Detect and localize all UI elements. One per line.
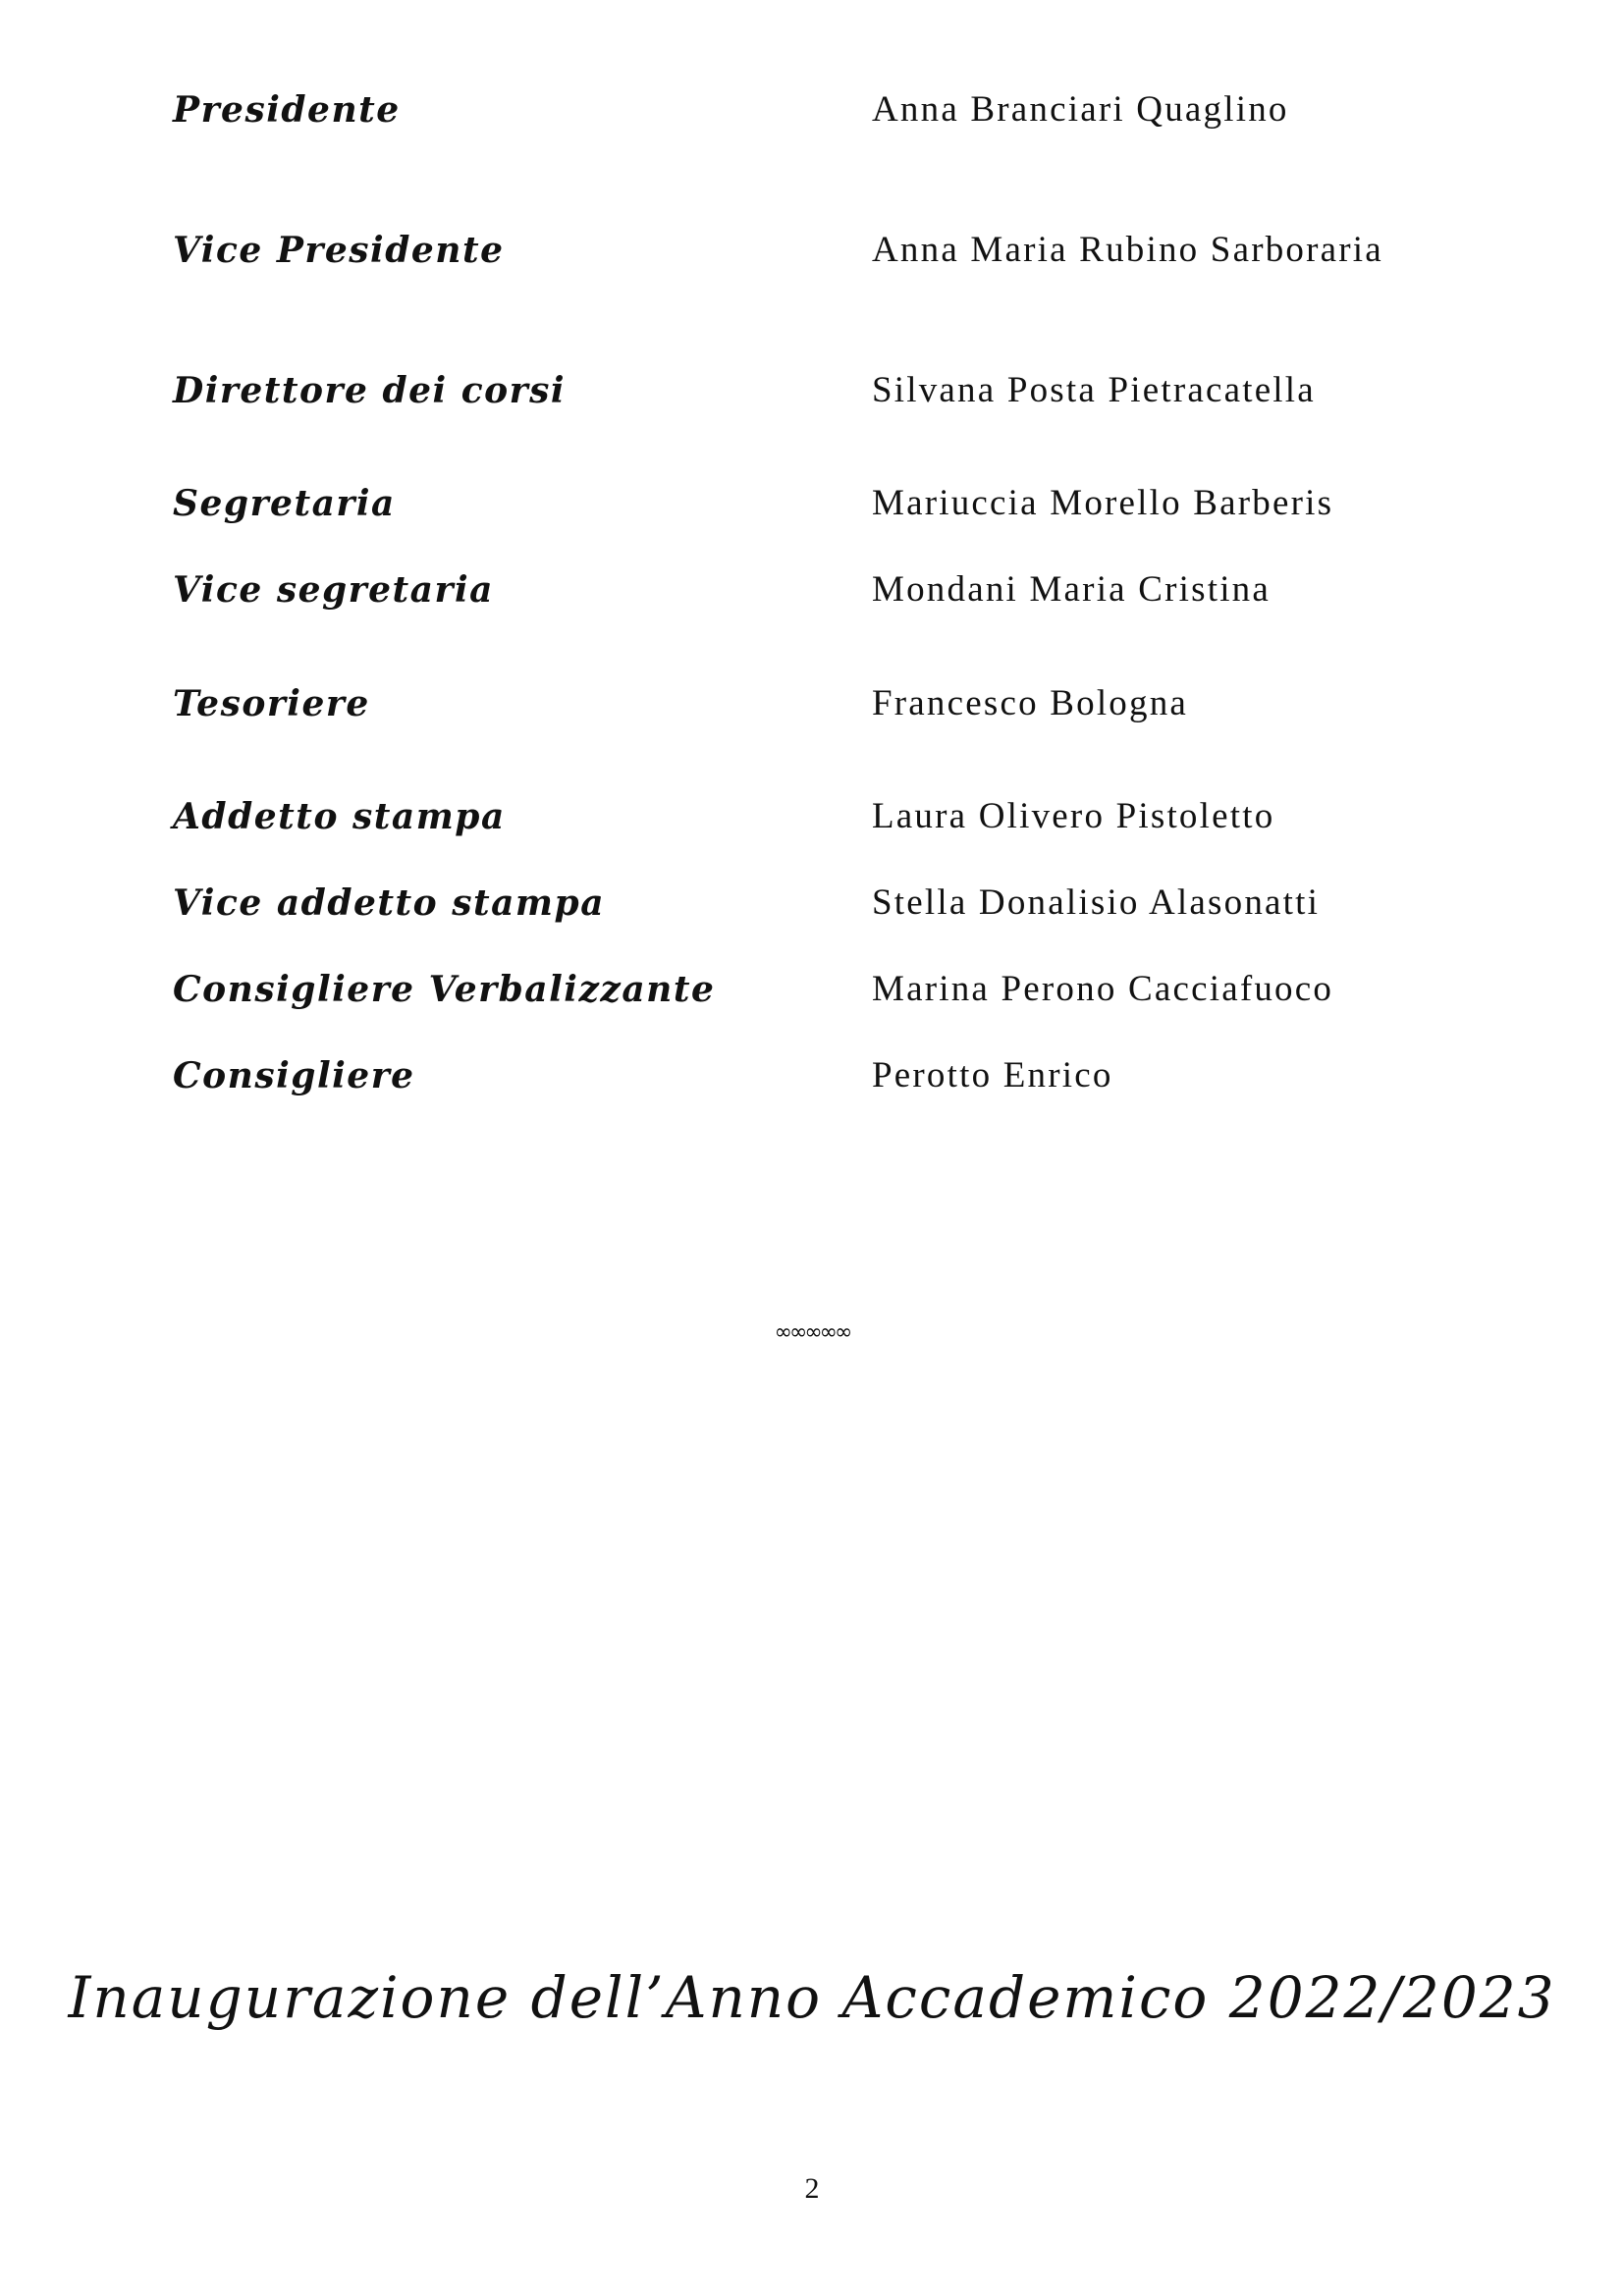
person-name: Perotto Enrico [872,1055,1113,1095]
officer-row-presidente [0,80,1624,139]
role-label: Consigliere Verbalizzante [173,969,716,1010]
person-name: Mariuccia Morello Barberis [872,483,1334,523]
person-name: Marina Perono Cacciafuoco [872,969,1334,1009]
person-name: Mondani Maria Cristina [872,569,1272,610]
person-name: Laura Olivero Pistoletto [872,796,1275,836]
section-divider-ornament: ∞∞∞∞∞ [774,1320,850,1345]
person-name: Anna Branciari Quaglino [872,89,1289,130]
role-label: Vice segretaria [173,569,494,611]
officer-row-addetto-stampa [0,787,1624,846]
person-name: Francesco Bologna [872,683,1189,723]
role-label: Consigliere [173,1055,415,1096]
role-label: Vice Presidente [173,230,505,271]
role-label: Vice addetto stampa [173,882,606,924]
footer-title: Inaugurazione dell’Anno Accademico 2022/2023 [68,1964,1556,2031]
person-name: Silvana Posta Pietracatella [872,370,1316,410]
page-number: 2 [804,2172,820,2205]
role-label: Presidente [173,89,401,131]
role-label: Tesoriere [173,683,370,724]
person-name: Anna Maria Rubino Sarboraria [872,230,1383,270]
officer-row-consigliere [0,1046,1624,1105]
officer-row-vice-presidente [0,221,1624,280]
person-name: Stella Donalisio Alasonatti [872,882,1321,923]
officer-row-direttore-dei-corsi [0,361,1624,420]
officer-row-tesoriere [0,674,1624,733]
officer-row-vice-addetto-stampa [0,874,1624,933]
role-label: Direttore dei corsi [173,370,567,411]
officer-row-segretaria [0,474,1624,533]
officer-row-consigliere-verbalizzante [0,960,1624,1019]
officer-row-vice-segretaria [0,561,1624,619]
role-label: Segretaria [173,483,396,524]
role-label: Addetto stampa [173,796,506,837]
